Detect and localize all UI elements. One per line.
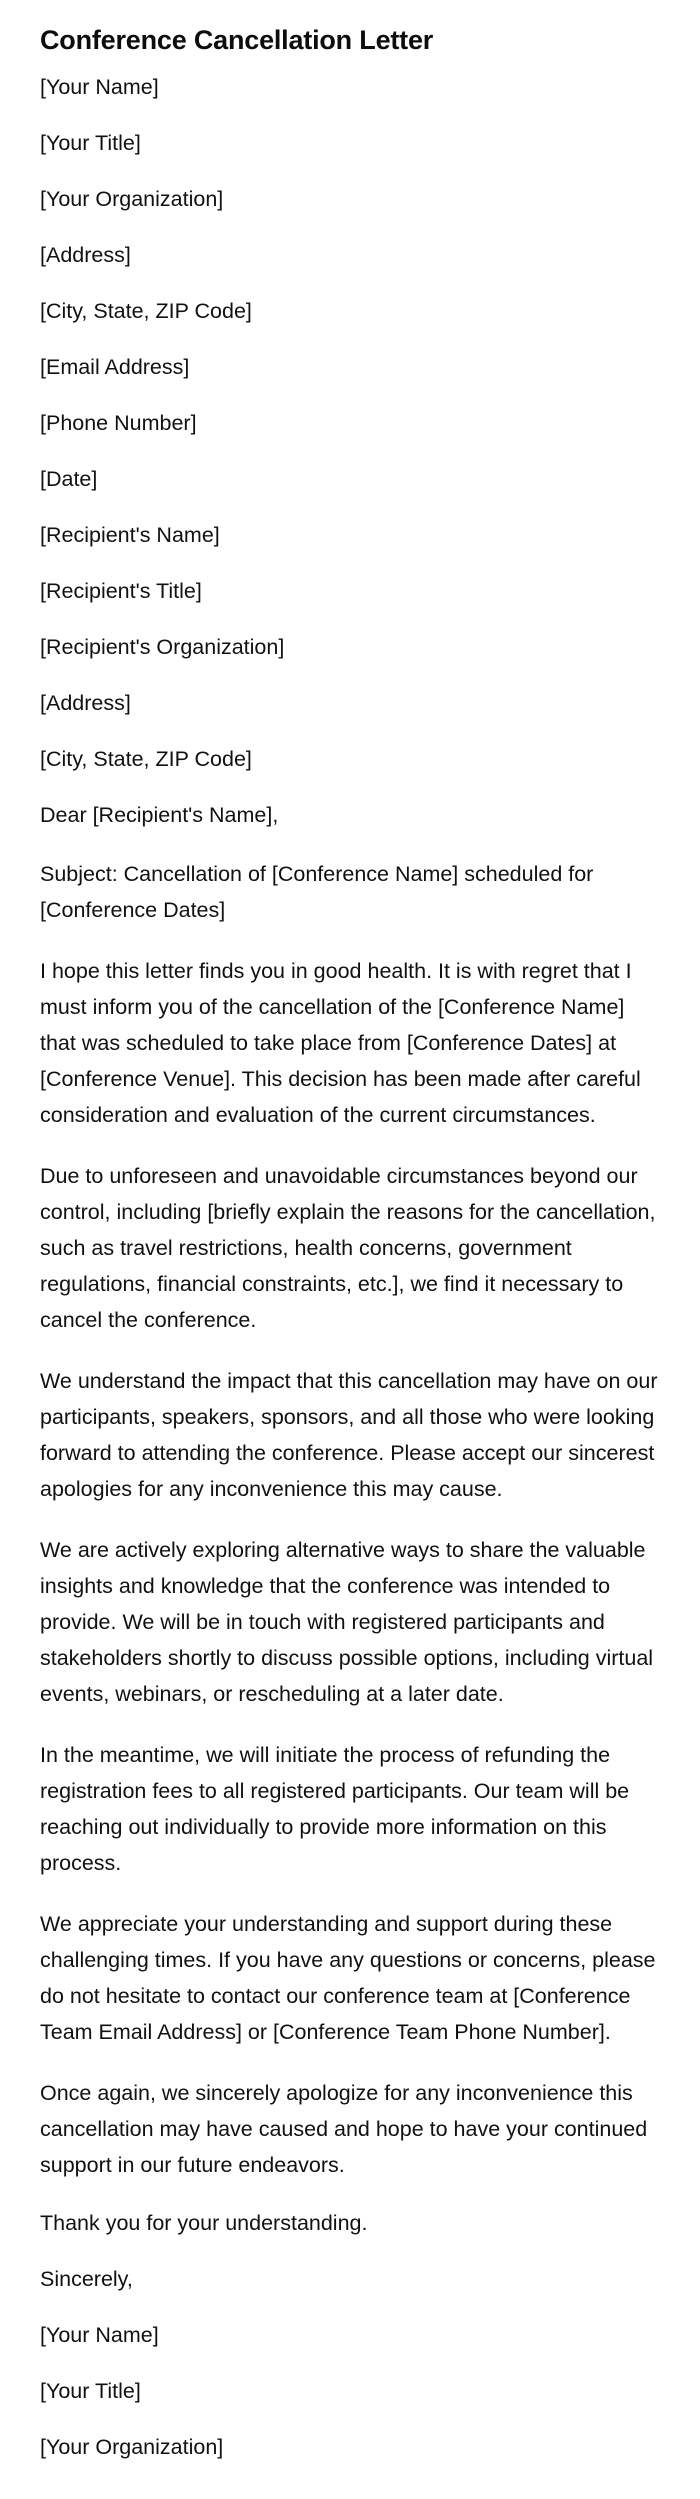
subject-line: Subject: Cancellation of [Conference Name] scheduled for [Conference Dates] — [40, 862, 594, 922]
sender-name: [Your Name] — [40, 75, 159, 99]
sender-phone: [Phone Number] — [40, 411, 197, 435]
recipient-address: [Address] — [40, 691, 131, 715]
salutation: Dear [Recipient's Name], — [40, 803, 279, 827]
recipient-city-state-zip: [City, State, ZIP Code] — [40, 747, 252, 771]
body-paragraph: We understand the impact that this cancellation may have on our participants, speakers, sponsors, and all those who were looking forward to attending the conference. Please accept our sincerest apologies for any inconvenience this may cause. — [40, 1369, 658, 1501]
body-paragraph: Due to unforeseen and unavoidable circumstances beyond our control, including [briefly explain the reasons for the cancellation, such as travel restrictions, health concerns, government regulations, financial constraints, etc.], we find it necessary to cancel the conference. — [40, 1164, 656, 1332]
recipient-organization: [Recipient's Organization] — [40, 635, 285, 659]
sender-address: [Address] — [40, 243, 131, 267]
letter-date: [Date] — [40, 467, 98, 491]
body-paragraph: Once again, we sincerely apologize for any inconvenience this cancellation may have caused and hope to have your continued support in our future endeavors. — [40, 2081, 648, 2177]
sender-city-state-zip: [City, State, ZIP Code] — [40, 299, 252, 323]
body-paragraph: I hope this letter finds you in good health. It is with regret that I must inform you of the cancellation of the [Conference Name] that was scheduled to take place from [Conference Dates] at [Conference Venue]. This decision has been made after careful consideration and evaluation of the current circumstances. — [40, 959, 641, 1127]
body-paragraph: We are actively exploring alternative ways to share the valuable insights and knowledge that the conference was intended to provide. We will be in touch with registered participants and stakeholders shortly to discuss possible options, including virtual events, webinars, or rescheduling at a later date. — [40, 1538, 654, 1706]
body-paragraph: In the meantime, we will initiate the process of refunding the registration fees to all registered participants. Our team will be reaching out individually to provide more information on this process. — [40, 1743, 630, 1875]
sender-organization: [Your Organization] — [40, 187, 224, 211]
signature-organization: [Your Organization] — [40, 2435, 224, 2459]
page-title: Conference Cancellation Letter — [40, 25, 434, 55]
sender-email: [Email Address] — [40, 355, 190, 379]
thanks-line: Thank you for your understanding. — [40, 2211, 368, 2235]
body-paragraph: We appreciate your understanding and support during these challenging times. If you have any questions or concerns, please do not hesitate to contact our conference team at [Conference Team Email Address] or [Conference Team Phone Number]. — [40, 1912, 656, 2044]
signature-title: [Your Title] — [40, 2379, 141, 2403]
closing: Sincerely, — [40, 2267, 133, 2291]
recipient-name: [Recipient's Name] — [40, 523, 220, 547]
signature-name: [Your Name] — [40, 2323, 159, 2347]
sender-title: [Your Title] — [40, 131, 141, 155]
recipient-title: [Recipient's Title] — [40, 579, 202, 603]
